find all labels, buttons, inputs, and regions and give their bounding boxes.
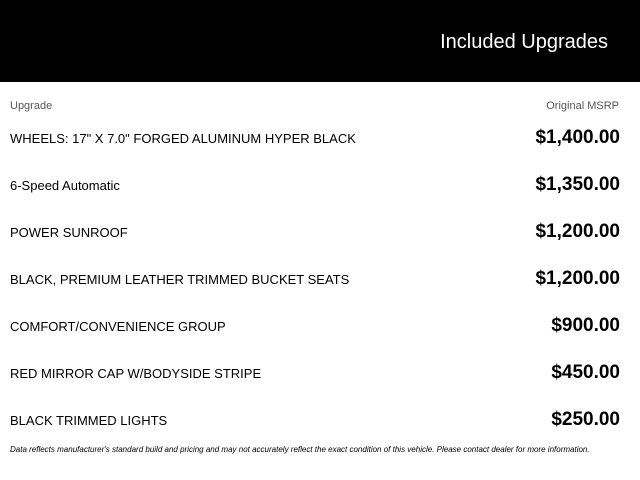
upgrade-price: $450.00: [551, 362, 620, 383]
column-header-upgrade: Upgrade: [10, 100, 53, 112]
upgrade-price: $1,400.00: [535, 127, 620, 148]
upgrade-name: POWER SUNROOF: [10, 225, 128, 240]
list-item: [0, 116, 640, 163]
upgrade-list: [0, 116, 640, 445]
list-item: [0, 257, 640, 304]
upgrade-name: RED MIRROR CAP W/BODYSIDE STRIPE: [10, 366, 262, 381]
list-item: [0, 163, 640, 210]
upgrade-name: BLACK TRIMMED LIGHTS: [10, 413, 168, 428]
upgrade-name: WHEELS: 17" X 7.0" FORGED ALUMINUM HYPER BLACK: [10, 131, 356, 146]
list-item: [0, 304, 640, 351]
header-bar: [0, 0, 640, 82]
page-title: Included Upgrades: [440, 31, 608, 53]
list-item: [0, 351, 640, 398]
column-header-msrp: Original MSRP: [546, 100, 619, 112]
upgrade-price: $1,200.00: [535, 268, 620, 289]
list-item: [0, 398, 640, 445]
upgrade-price: $250.00: [551, 409, 620, 430]
upgrade-price: $1,200.00: [535, 221, 620, 242]
upgrade-name: COMFORT/CONVENIENCE GROUP: [10, 319, 226, 334]
disclaimer-text: Data reflects manufacturer's standard build and pricing and may not accurately reflect the exact condition of this vehicle. Please contact dealer for more information.: [10, 445, 590, 454]
upgrade-name: 6-Speed Automatic: [10, 178, 120, 193]
upgrade-price: $1,350.00: [535, 174, 620, 195]
list-item: [0, 210, 640, 257]
upgrade-price: $900.00: [551, 315, 620, 336]
upgrade-name: BLACK, PREMIUM LEATHER TRIMMED BUCKET SEATS: [10, 272, 350, 287]
